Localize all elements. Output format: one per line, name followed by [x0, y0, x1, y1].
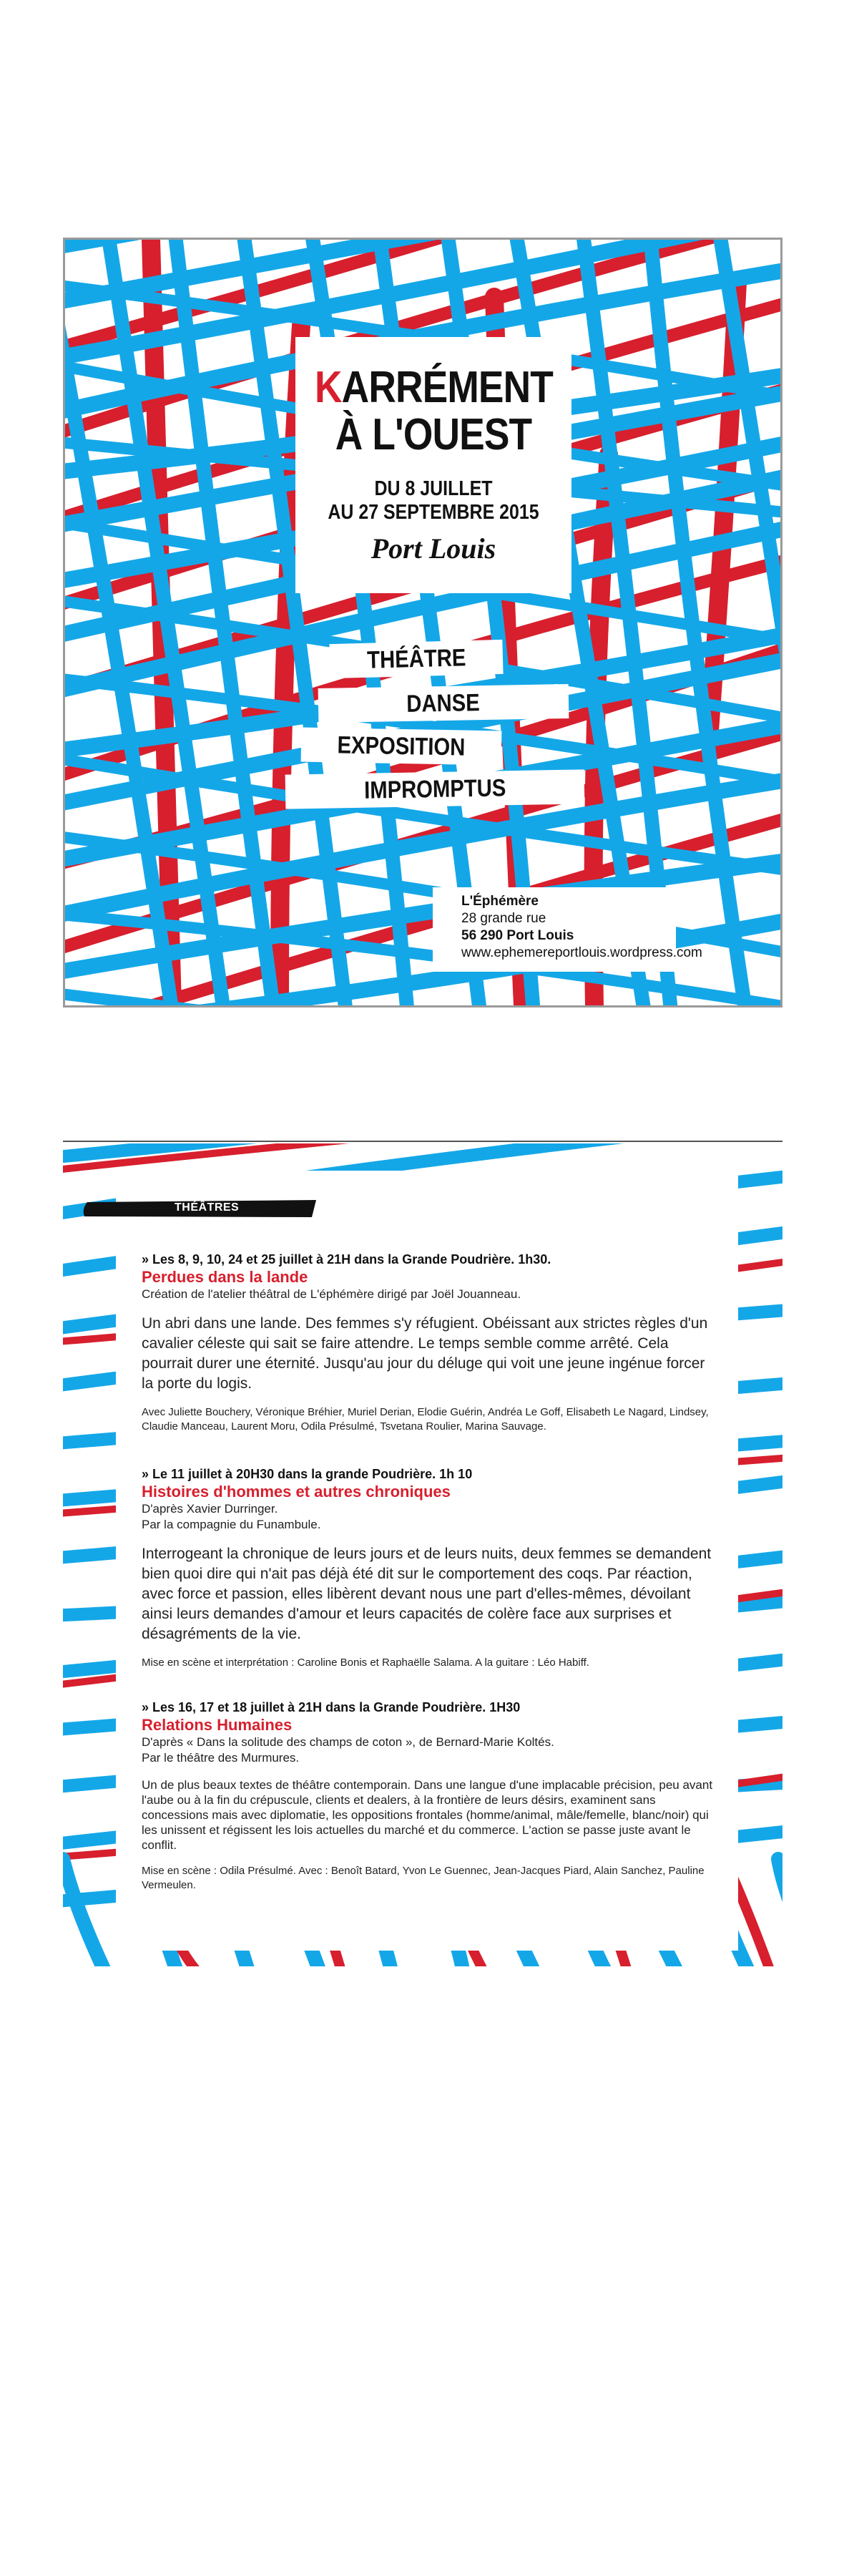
show-meta: D'après Xavier Durringer. [142, 1502, 278, 1516]
poster-dates-line-2: AU 27 SEPTEMBRE 2015 [328, 501, 539, 524]
poster-title-line-2: À L'OUEST [335, 410, 532, 459]
poster-address [433, 887, 702, 972]
address-website[interactable]: www.ephemereportlouis.wordpress.com [461, 945, 702, 960]
poster-title-block [295, 337, 571, 593]
show-meta: Création de l'atelier théâtral de L'éphémère dirigé par Joël Jouanneau. [142, 1287, 521, 1301]
show-description: Un abri dans une lande. Des femmes s'y réfugient. Obéissant aux strictes règles d'un cavalier céleste qui sait se faire attendre. Le temps semble comme arrêté. Cela pourrait durer une éternité. Jusqu'au jour du déluge qui voit une jeune ingénue forcer la porte du logis. [142, 1315, 708, 1392]
show-meta: D'après « Dans la solitude des champs de coton », de Bernard-Marie Koltés. [142, 1735, 554, 1749]
poster-place: Port Louis [371, 532, 496, 565]
poster-title-rest: ARRÉMENT [341, 363, 553, 412]
show-credits: Mise en scène et interprétation : Caroline Bonis et Raphaëlle Salama. A la guitare : Léo Habiff. [142, 1657, 589, 1669]
discipline-exposition: EXPOSITION [301, 728, 502, 766]
page-divider [63, 1141, 782, 1142]
show-meta: Par le théâtre des Murmures. [142, 1751, 300, 1765]
show-date: » Les 8, 9, 10, 24 et 25 juillet à 21H dans la Grande Poudrière. 1h30. [142, 1252, 551, 1267]
blue-brush-stroke [63, 1859, 106, 1966]
address-city: 56 290 Port Louis [461, 928, 574, 943]
show-2 [142, 1465, 714, 1670]
discipline-impromptus: IMPROMPTUS [285, 769, 585, 809]
poster [63, 238, 782, 1008]
show-1 [142, 1251, 714, 1434]
address-venue: L'Éphémère [461, 894, 539, 909]
section-label: THÉÂTRES [175, 1201, 240, 1214]
blue-brush-stroke [778, 1859, 782, 1966]
discipline-danse: DANSE [318, 684, 569, 723]
address-street: 28 grande rue [461, 911, 546, 926]
discipline-theatre: THÉÂTRE [329, 640, 503, 678]
poster-dates-line-1: DU 8 JUILLET [374, 477, 493, 500]
show-date: » Le 11 juillet à 20H30 dans la grande Poudrière. 1h 10 [142, 1467, 473, 1481]
show-description: Interrogeant la chronique de leurs jours et de leurs nuits, deux femmes se demandent bien quoi dire qui n'ait pas déjà été dit sur le comportement des coqs. Par réaction, avec force et passion, elles libèrent devant nous une part d'elles-mêmes, dévoilant ainsi leurs demandes d'amour et leurs capacités de colère face aux surprises et désagréments de la vie. [142, 1546, 712, 1642]
show-title: Perdues dans la lande [142, 1268, 308, 1286]
poster-title-initial: K [315, 363, 342, 412]
show-title: Histoires d'hommes et autres chroniques [142, 1483, 451, 1501]
poster-title-line-1 [315, 364, 552, 411]
show-credits: Avec Juliette Bouchery, Véronique Bréhier, Muriel Derian, Elodie Guérin, Andréa Le Goff, Elisabeth Le Nagard, Lindsey, Claudie Manceau, Laurent Moru, Odila Présulmé, Tsvetana Roulier, Marina Sauvage. [142, 1406, 709, 1433]
show-date: » Les 16, 17 et 18 juillet à 21H dans la Grande Poudrière. 1H30 [142, 1700, 521, 1714]
show-title: Relations Humaines [142, 1716, 293, 1734]
show-3 [142, 1699, 714, 1893]
show-credits: Mise en scène : Odila Présulmé. Avec : Benoît Batard, Yvon Le Guennec, Jean-Jacques Piard, Alain Sanchez, Pauline Vermeulen. [142, 1865, 705, 1891]
section-tab [82, 1199, 318, 1218]
show-meta: Par la compagnie du Funambule. [142, 1518, 321, 1531]
show-description: Un de plus beaux textes de théâtre contemporain. Dans une langue d'une implacable précision, peu avant l'aube ou à la fin du crépuscule, clients et dealers, à la frontière de leurs désirs, examinent sans concessions mais avec diplomatie, les oppositions frontales (homme/animal, mâle/femelle, blanc/noir) qui les unissent et régissent les lois actuelles du marché et du commerce. L'action se passe juste avant le conflit. [142, 1778, 713, 1852]
